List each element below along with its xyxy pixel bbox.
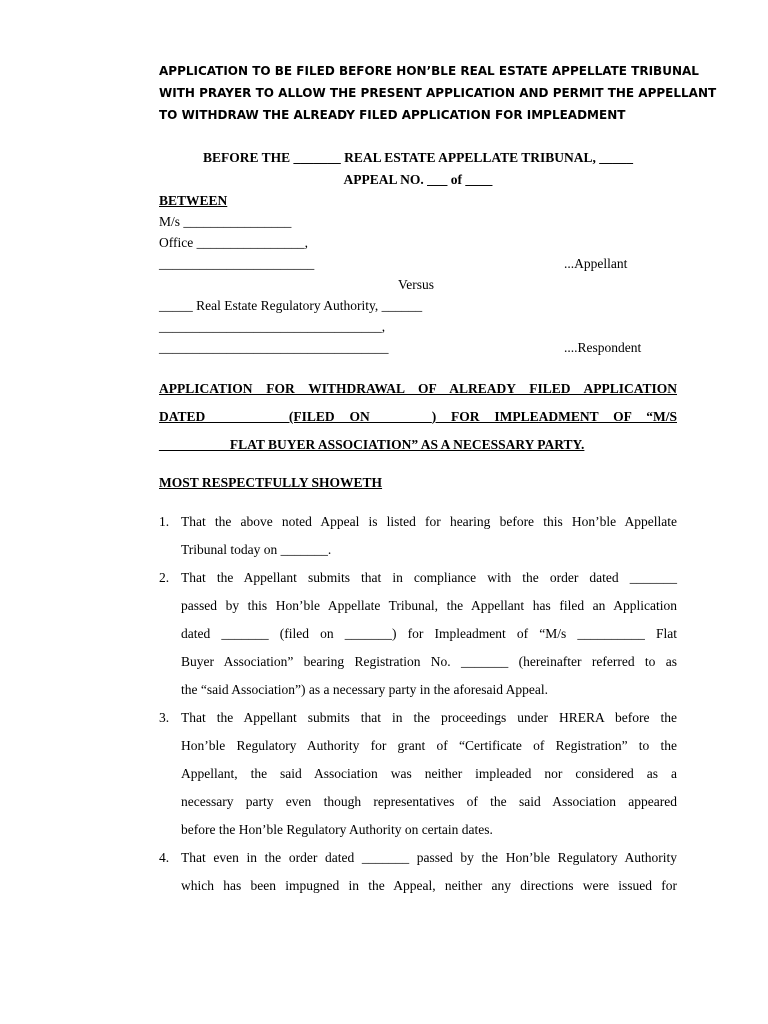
respondent-address-line-2: __________________________________	[159, 340, 389, 355]
paragraph-line: Buyer Association” bearing Registration No. _______ (hereinafter referred to as	[181, 654, 677, 669]
intro-line: WITH PRAYER TO ALLOW THE PRESENT APPLICATION AND PERMIT THE APPELLANT	[159, 86, 717, 100]
paragraph-line: passed by this Hon’ble Appellate Tribunal, the Appellant has filed an Application	[181, 598, 677, 613]
court-heading: BEFORE THE _______ REAL ESTATE APPELLATE TRIBUNAL, _____	[202, 150, 634, 165]
paragraph-line: before the Hon’ble Regulatory Authority on certain dates.	[181, 822, 493, 837]
intro-line: APPLICATION TO BE FILED BEFORE HON’BLE REAL ESTATE APPELLATE TRIBUNAL	[159, 64, 699, 78]
paragraph-line: necessary party even though representatives of the said Association appeared	[181, 794, 677, 809]
paragraph-item	[159, 850, 677, 906]
paragraph-list	[159, 514, 677, 906]
appeal-number: APPEAL NO. ___ of ____	[343, 172, 493, 187]
respondent-address-line: _________________________________,	[159, 319, 386, 334]
intro-title	[159, 60, 717, 126]
application-heading-line-1: APPLICATION FOR WITHDRAWAL OF ALREADY FILED APPLICATION	[159, 381, 677, 396]
paragraph-item	[159, 514, 677, 570]
showeth-heading: MOST RESPECTFULLY SHOWETH	[159, 475, 383, 490]
appellant-office-line: Office ________________,	[159, 235, 308, 250]
appellant-name-line: M/s ________________	[159, 214, 292, 229]
respondent-role: ....Respondent	[564, 340, 642, 355]
paragraph-number: 2.	[159, 570, 170, 585]
respondent-name-line: _____ Real Estate Regulatory Authority, ______	[159, 298, 423, 313]
paragraph-line: That the above noted Appeal is listed for hearing before this Hon’ble Appellate	[181, 514, 677, 529]
paragraph-line: Tribunal today on _______.	[181, 542, 332, 557]
between-label: BETWEEN	[159, 193, 228, 208]
paragraph-line: Hon’ble Regulatory Authority for grant of “Certificate of Registration” to the	[181, 738, 677, 753]
paragraph-line: dated _______ (filed on _______) for Impleadment of “M/s __________ Flat	[181, 626, 677, 641]
application-heading-line-3: __________ FLAT BUYER ASSOCIATION” AS A NECESSARY PARTY.	[159, 437, 585, 452]
paragraph-line: the “said Association”) as a necessary party in the aforesaid Appeal.	[181, 682, 548, 697]
paragraph-line: That the Appellant submits that in compliance with the order dated _______	[181, 570, 677, 585]
application-heading-line-2: DATED ________ (FILED ON _______) FOR IMPLEADMENT OF “M/S	[159, 409, 677, 424]
paragraph-item	[159, 570, 677, 710]
versus-label: Versus	[398, 277, 434, 292]
appellant-role: ...Appellant	[564, 256, 628, 271]
paragraph-line: Appellant, the said Association was neither impleaded nor considered as a	[181, 766, 677, 781]
paragraph-number: 4.	[159, 850, 170, 865]
intro-line: TO WITHDRAW THE ALREADY FILED APPLICATION FOR IMPLEADMENT	[159, 108, 626, 122]
paragraph-line: That even in the order dated _______ passed by the Hon’ble Regulatory Authority	[181, 850, 677, 865]
paragraph-number: 1.	[159, 514, 170, 529]
appellant-address-line: _______________________	[159, 256, 315, 271]
paragraph-number: 3.	[159, 710, 170, 725]
paragraph-line: That the Appellant submits that in the proceedings under HRERA before the	[181, 710, 677, 725]
paragraph-line: which has been impugned in the Appeal, neither any directions were issued for	[181, 878, 677, 893]
paragraph-item	[159, 710, 677, 850]
